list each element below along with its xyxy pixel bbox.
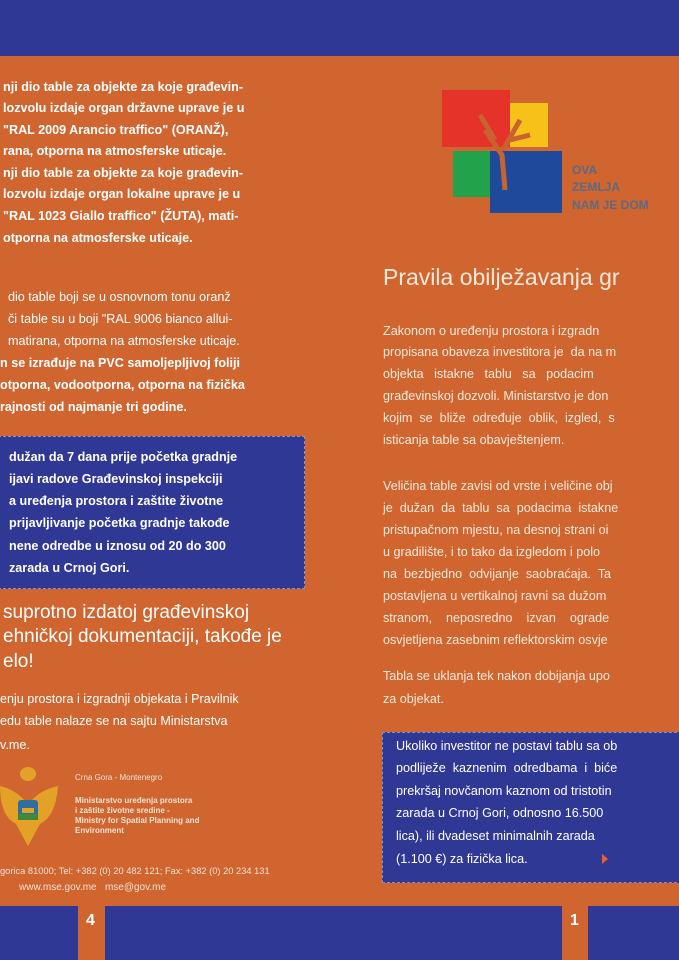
text-line: zarada u Crnoj Gori, odnosno 16.500 — [396, 806, 604, 820]
tree-icon — [470, 100, 540, 190]
bottom-bar — [105, 906, 562, 960]
text-line: nji dio table za objekte za koje građevin- — [3, 80, 244, 94]
contact-address: gorica 81000; Tel: +382 (0) 20 482 121; Fax: +382 (0) 20 234 131 — [0, 866, 270, 876]
text-line: "RAL 1023 Giallo traffico" (ŽUTA), mati- — [3, 209, 239, 223]
country-label: Crna Gora - Montenegro — [75, 773, 163, 782]
text-line: a uređenja prostora i zaštite životne — [9, 494, 224, 508]
construction-notice-box — [0, 436, 305, 589]
text-line: n se izrađuje na PVC samoljepljivoj foliji — [0, 356, 241, 370]
coat-of-arms-icon — [0, 766, 62, 850]
text-line: enju prostora i izgradnji objekata i Pravilnik — [0, 692, 239, 706]
logo-text: ZEMLJA — [572, 180, 620, 194]
logo-text: OVA — [572, 163, 598, 177]
text-line: dužan da 7 dana prije početka gradnje — [9, 450, 238, 464]
warning-line: ehničkoj dokumentaciji, takođe je — [3, 626, 282, 647]
bottom-bar — [588, 906, 679, 960]
text-line: (1.100 €) za fizička lica. — [396, 852, 528, 866]
text-line: na bezbjedno odvijanje saobraćaja. Ta — [383, 567, 612, 581]
website-email[interactable]: www.mse.gov.me mse@gov.me — [19, 882, 167, 893]
text-line: Zakonom o uređenju prostora i izgradn — [383, 324, 600, 338]
text-line: osvjetljena zasebnim reflektorskim osvje — [383, 633, 608, 647]
text-line: rajnosti od najmanje tri godine. — [0, 400, 187, 414]
ministry-name: Ministarstvo uređenja prostora — [75, 796, 193, 805]
text-line: prekršaj novčanom kaznom od tristotin — [396, 784, 612, 798]
text-line: lozvolu izdaje organ državne uprave je u — [3, 101, 245, 115]
page-number: 4 — [86, 912, 95, 929]
text-line: Tabla se uklanja tek nakon dobijanja upo — [383, 669, 610, 683]
warning-line: suprotno izdatoj građevinskoj — [3, 602, 250, 623]
text-line: lica), ili dvadeset minimalnih zarada — [396, 829, 595, 843]
text-line: je dužan da tablu sa podacima istakne — [383, 501, 619, 515]
text-line: otporna, vodootporna, otporna na fizička — [0, 378, 245, 392]
text-line: nji dio table za objekte za koje građevin- — [3, 166, 244, 180]
text-line: edu table nalaze se na sajtu Ministarstva — [0, 714, 228, 728]
text-line: podliježe kaznenim odredbama i biće — [396, 761, 618, 775]
text-line: kojim se bliže određuje oblik, izgled, s — [383, 411, 615, 425]
text-line: za objekat. — [383, 692, 444, 706]
text-line: postavljena u vertikalnoj ravni sa dužom — [383, 589, 607, 603]
text-line: "RAL 2009 Arancio traffico" (ORANŽ), — [3, 123, 229, 137]
top-bar — [0, 0, 679, 56]
ministry-name: i zaštite životne sredine - — [75, 806, 170, 815]
text-line: nene odredbe u iznosu od 20 do 300 — [9, 539, 226, 553]
text-line: propisana obaveza investitora je da na m — [383, 345, 617, 359]
text-line: pristupačnom mjestu, na desnoj strani oi — [383, 523, 609, 537]
ministry-name: Environment — [75, 826, 124, 835]
text-line: dio table boji se u osnovnom tonu oranž — [8, 290, 231, 304]
bottom-bar — [0, 906, 78, 960]
text-line: otporna na atmosferske uticaje. — [3, 231, 193, 245]
text-line: stranom, neposredno izvan ograde — [383, 611, 610, 625]
text-line: prijavljivanje početka gradnje takođe — [9, 516, 230, 530]
text-line: lozvolu izdaje organ lokalne uprave je u — [3, 187, 241, 201]
text-line: zarada u Crnoj Gori. — [9, 561, 130, 575]
text-line: Veličina table zavisi od vrste i veličine obj — [383, 479, 613, 493]
text-line: či table su u boji "RAL 9006 bianco allui- — [8, 312, 233, 326]
page-number: 1 — [570, 912, 579, 929]
warning-line: elo! — [3, 651, 34, 672]
text-line: objekta istakne tablu sa podacim — [383, 367, 594, 381]
text-line: Ukoliko investitor ne postavi tablu sa ob — [396, 739, 618, 753]
text-line: u gradilište, i to tako da izgledom i polo — [383, 545, 601, 559]
logo-text: NAM JE DOM — [572, 198, 649, 212]
text-line: isticanja table sa obavještenjem. — [383, 433, 565, 447]
text-line: građevinskoj dozvoli. Ministarstvo je don — [383, 389, 609, 403]
text-line: ijavi radove Građevinskoj inspekciji — [9, 472, 223, 486]
page-title: Pravila obilježavanja gr — [383, 264, 620, 290]
penalty-box — [382, 732, 679, 883]
text-line: v.me. — [0, 738, 30, 752]
text-line: matirana, otporna na atmosferske uticaje. — [8, 334, 240, 348]
ministry-name: Ministry for Spatial Planning and — [75, 816, 200, 825]
arrow-right-icon — [602, 854, 608, 864]
text-line: rana, otporna na atmosferske uticaje. — [3, 144, 227, 158]
